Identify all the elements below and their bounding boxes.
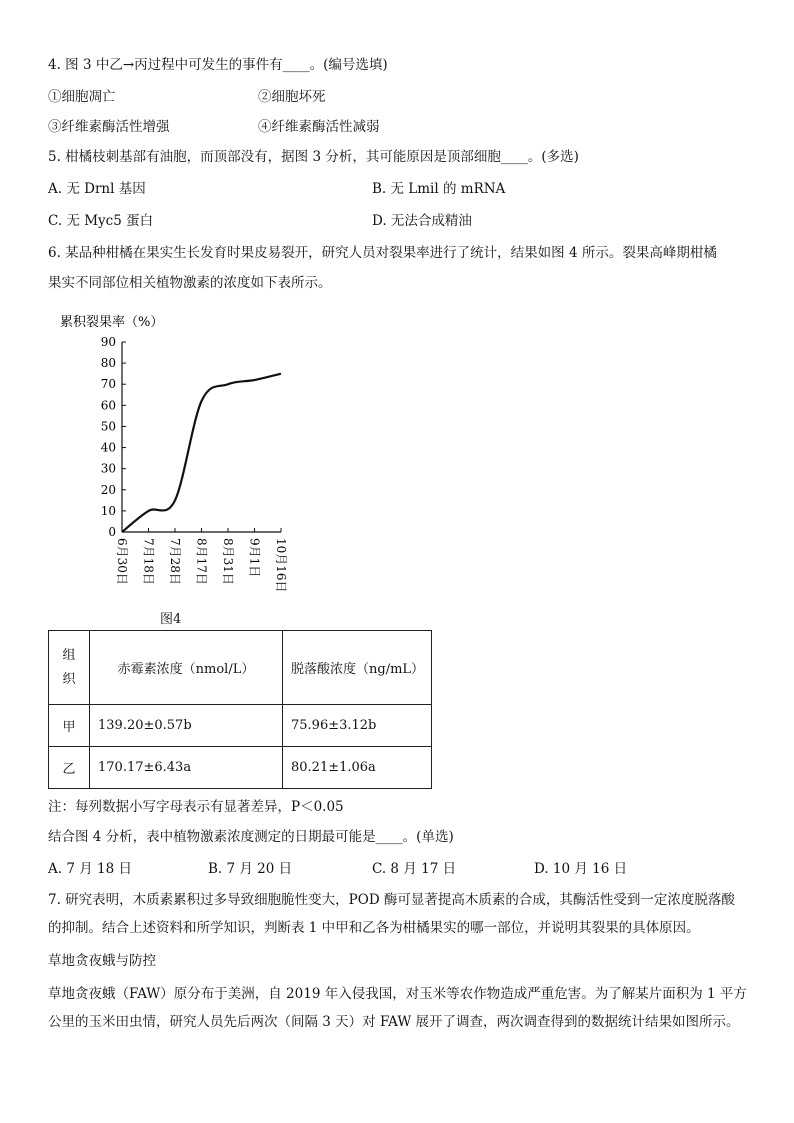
q7-text: 7. 研究表明，木质素累积过多导致细胞脆性变大，POD 酶可显著提高木质素的合成，其酶活性受到一定浓度脱落酸的抑制。结合上述资料和所学知识，判断表 1 中甲和乙各为柑橘果实的哪一部位，并说明其裂果的具体原因。 (48, 892, 735, 936)
q6-option-c: C. 8 月 17 日 (372, 861, 457, 877)
chart-x-tick-label: 8月31日 (221, 538, 235, 585)
chart-x-tick-label: 8月17日 (194, 538, 209, 585)
q5-option-a: A. 无 Drnl 基因 (48, 181, 146, 197)
q4-option-3: ③纤维素酶活性增强 (48, 119, 170, 135)
table-cell: 75.96±3.12b (283, 705, 432, 747)
chart-x-tick-label: 10月16日 (274, 538, 288, 593)
chart-x-ticks (115, 528, 288, 593)
chart-x-tick-label: 6月30日 (115, 538, 129, 585)
table-header-tissue: 组织 (49, 631, 90, 705)
table-cell: 80.21±1.06a (283, 747, 432, 789)
table-cell: 170.17±6.43a (90, 747, 283, 789)
chart-y-tick-label: 20 (100, 482, 116, 497)
chart-x-tick-label: 7月28日 (168, 538, 182, 585)
section-title: 草地贪夜蛾与防控 (48, 953, 156, 969)
table-note: 注：每列数据小写字母表示有显著差异，P＜0.05 (48, 799, 344, 815)
q5-stem: 5. 柑橘枝刺基部有油胞，而顶部没有，据图 3 分析，其可能原因是顶部细胞____。(多选) (48, 149, 579, 165)
table-header-row (49, 631, 432, 705)
section-text: 草地贪夜蛾（FAW）原分布于美洲，自 2019 年入侵我国，对玉米等农作物造成严重危害。为了解某片面积为 1 平方公里的玉米田虫情，研究人员先后两次（间隔 3 天）对 FAW 展开了调查，两次调查得到的数据统计结果如图所示。 (48, 986, 747, 1030)
q4-stem: 4. 图 3 中乙→丙过程中可发生的事件有____。(编号选填) (48, 57, 388, 73)
q6-option-a: A. 7 月 18 日 (48, 861, 132, 877)
chart-x-tick-label: 7月18日 (141, 538, 156, 585)
table-row (49, 705, 432, 747)
table-cell: 139.20±0.57b (90, 705, 283, 747)
chart-y-tick-label: 50 (100, 419, 116, 434)
table-header-aba: 脱落酸浓度（ng/mL） (283, 631, 432, 705)
q4-option-4: ④纤维素酶活性减弱 (258, 119, 380, 135)
table-cell: 甲 (49, 705, 90, 747)
chart-y-tick-label: 0 (108, 525, 116, 539)
q5-option-d: D. 无法合成精油 (372, 213, 472, 229)
q5-option-b: B. 无 Lmil 的 mRNA (372, 181, 506, 197)
q6-question: 结合图 4 分析，表中植物激素浓度测定的日期最可能是____。(单选) (48, 829, 454, 845)
chart-x-tick-label: 9月1日 (247, 538, 262, 578)
q4-option-1: ①细胞凋亡 (48, 89, 116, 105)
q6-line-2: 果实不同部位相关植物激素的浓度如下表所示。 (48, 275, 332, 291)
chart-y-tick-label: 10 (100, 503, 116, 518)
chart-y-axis-label: 累积裂果率（%） (60, 315, 164, 330)
q5-option-c: C. 无 Myc5 蛋白 (48, 213, 154, 229)
cumulative-cracking-rate-chart (48, 310, 308, 610)
chart-y-tick-label: 40 (100, 440, 116, 455)
chart-axes (122, 342, 281, 532)
hormone-table (48, 630, 432, 789)
figure-4-caption: 图4 (160, 612, 182, 627)
q6-option-d: D. 10 月 16 日 (534, 861, 628, 877)
chart-series-line (122, 374, 281, 532)
chart-y-tick-label: 70 (100, 377, 116, 392)
chart-y-tick-label: 60 (100, 398, 116, 413)
table-cell: 乙 (49, 747, 90, 789)
chart-y-tick-label: 90 (100, 335, 116, 349)
q6-line-1: 6. 某品种柑橘在果实生长发育时果皮易裂开，研究人员对裂果率进行了统计，结果如图 4 所示。裂果高峰期柑橘 (48, 245, 717, 261)
q6-option-b: B. 7 月 20 日 (208, 861, 293, 877)
chart-y-tick-label: 30 (100, 461, 116, 476)
q4-option-2: ②细胞坏死 (258, 89, 326, 105)
chart-y-tick-label: 80 (100, 356, 116, 371)
table-header-gibberellin: 赤霉素浓度（nmol/L） (90, 631, 283, 705)
table-row (49, 747, 432, 789)
